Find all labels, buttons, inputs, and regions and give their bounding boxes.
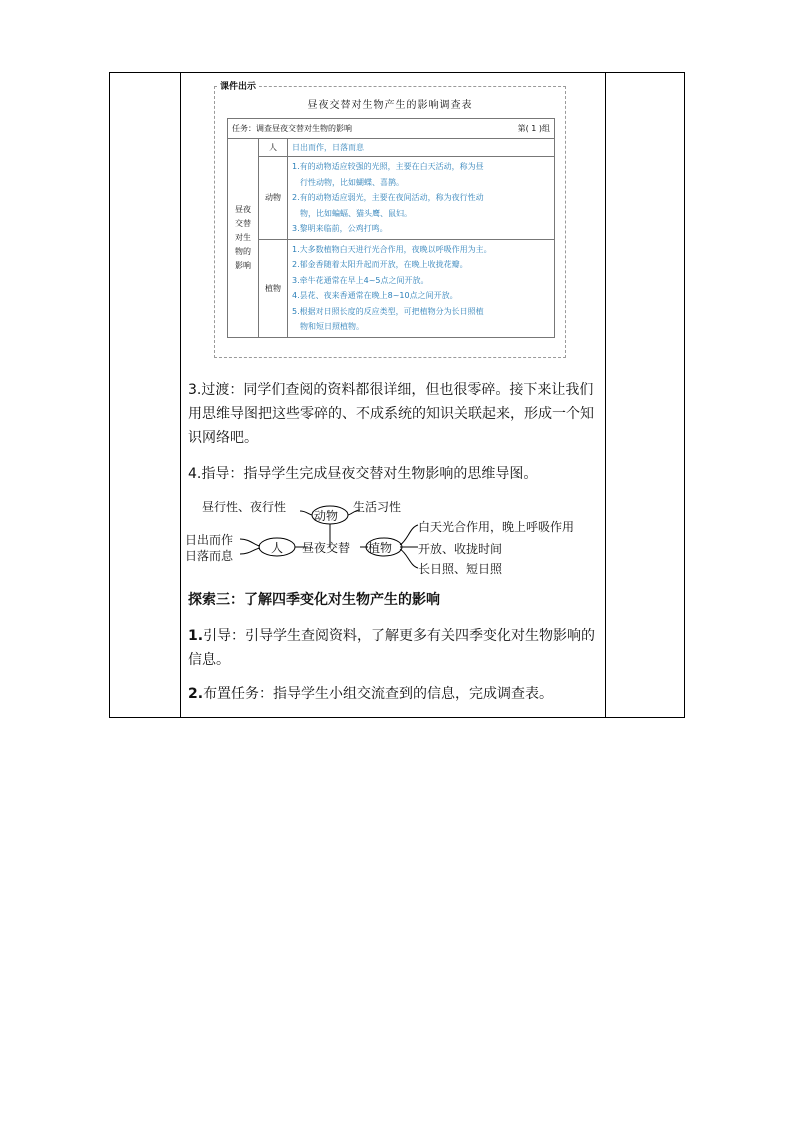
section-heading: 探索三：了解四季变化对生物产生的影响: [188, 592, 440, 608]
connector-plant-3: [400, 549, 418, 568]
panel-tag: 课件出示: [217, 79, 259, 92]
group-number: 第( 1 )组: [517, 124, 550, 133]
animal-line: 1.有的动物适应较强的光照，主要在白天活动，称为昼: [292, 162, 484, 171]
animal-branch-left: 昼行性、夜行性: [202, 500, 287, 514]
plant-line: 5.根据对日照长度的反应类型，可把植物分为长日照植: [292, 306, 484, 316]
row-label-plant: 植物: [259, 239, 288, 337]
paragraph-transition: 3.过渡：同学们查阅的资料都很详细，但也很零碎。接下来让我们用思维导图把这些零碎的、不成系统的知识关联起来，形成一个知识网络吧。: [188, 382, 594, 446]
node-person: 人: [271, 541, 284, 555]
survey-table: [227, 118, 555, 338]
plant-branch-3: 长日照、短日照: [418, 562, 503, 576]
animal-line: 2.有的动物适应弱光，主要在夜间活动，称为夜行性动: [292, 193, 484, 202]
column-divider-left: [180, 73, 181, 717]
row-content-animal: [288, 157, 555, 240]
plant-branch-1: 白天光合作用，晚上呼吸作用: [418, 520, 575, 534]
paragraph-guide: 4.指导：指导学生完成昼夜交替对生物影响的思维导图。: [188, 466, 538, 482]
step-1: [188, 624, 602, 672]
person-line: 日出而作，日落而息: [292, 142, 364, 152]
step-1-text: 引导：引导学生查阅资料，了解更多有关四季变化对生物影响的信息。: [188, 628, 596, 668]
category-label: 昼夜交替对生物的影响: [228, 139, 259, 338]
plant-line: 3.牵牛花通常在早上4~5点之间开放。: [292, 275, 429, 285]
step-2-number: 2.: [188, 686, 204, 702]
row-label-animal: 动物: [259, 157, 288, 240]
task-label: 任务：调查昼夜交替对生物的影响: [232, 124, 352, 133]
animal-line: 物，比如蝙蝠、猫头鹰、鼠妇。: [300, 208, 412, 218]
person-branch-1: 日出而作: [185, 533, 234, 547]
row-content-plant: [288, 239, 555, 337]
node-center: 昼夜交替: [302, 541, 351, 555]
column-divider-right: [605, 73, 606, 717]
row-label-person: 人: [259, 139, 288, 157]
person-branch-2: 日落而息: [185, 549, 234, 563]
connector-animal-left: [300, 511, 312, 515]
animal-branch-right: 生活习性: [353, 500, 402, 514]
row-content-person: [288, 139, 555, 157]
step-2-text: 布置任务：指导学生小组交流查到的信息，完成调查表。: [203, 686, 554, 702]
connector-person-bottom: [240, 548, 260, 554]
plant-line: 1.大多数植物白天进行光合作用，夜晚以呼吸作用为主。: [292, 244, 492, 254]
animal-line: 行性动物，比如蝴蝶、喜鹊。: [300, 177, 404, 187]
task-cell: [228, 119, 555, 139]
survey-title: 昼夜交替对生物产生的影响调查表: [307, 100, 473, 111]
node-animal: 动物: [314, 509, 339, 523]
animal-line: 3.黎明来临前，公鸡打鸣。: [292, 224, 388, 233]
node-plant: 植物: [368, 541, 393, 555]
connector-plant-1: [400, 525, 418, 545]
step-1-number: 1.: [188, 628, 204, 644]
plant-branch-2: 开放、收拢时间: [418, 542, 503, 556]
connector-person-top: [240, 539, 260, 546]
plant-line: 2.郁金香随着太阳升起而开放，在晚上收拢花瓣。: [292, 260, 468, 269]
plant-line: 4.昙花、夜来香通常在晚上8~10点之间开放。: [292, 291, 458, 300]
step-2: [188, 682, 602, 706]
plant-line: 物和短日照植物。: [300, 322, 364, 331]
